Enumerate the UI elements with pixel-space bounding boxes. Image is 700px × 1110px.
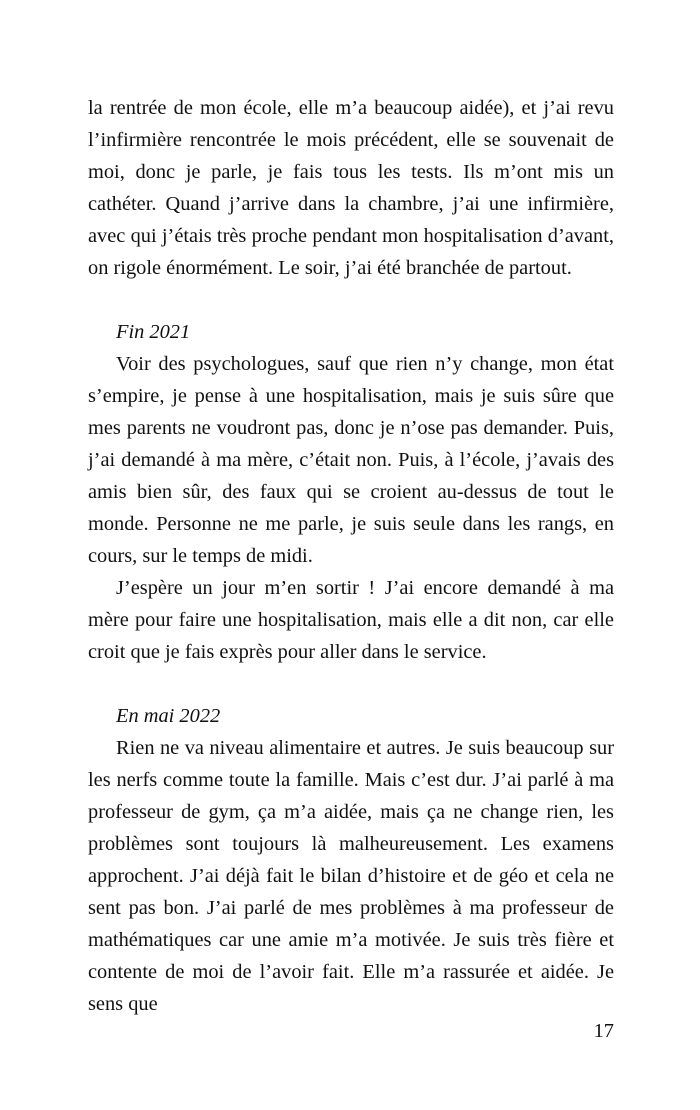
paragraph-fin-2021-1: Voir des psychologues, sauf que rien n’y change, mon état s’empire, je pense à une hospitalisation, mais je suis sûre que mes parents ne voudront pas, donc je n’ose pas demander. Puis, j’ai demandé à ma mère, c’était non. Puis, à l’école, j’avais des amis bien sûr, des faux qui se croient au-dessus de tout le monde. Personne ne me parle, je suis seule dans les rangs, en cours, sur le temps de midi. bbox=[88, 353, 614, 567]
paragraph-fin-2021-2: J’espère un jour m’en sortir ! J’ai encore demandé à ma mère pour faire une hospitalisation, mais elle a dit non, car elle croit que je fais exprès pour aller dans le service. bbox=[88, 577, 614, 663]
section-heading-mai-2022: En mai 2022 bbox=[116, 705, 221, 727]
page-body bbox=[88, 92, 614, 1020]
page-number: 17 bbox=[593, 1020, 614, 1042]
paragraph-continuation: la rentrée de mon école, elle m’a beaucoup aidée), et j’ai revu l’infirmière rencontrée le mois précédent, elle se souvenait de moi, donc je parle, je fais tous les tests. Ils m’ont mis un cathéter. Quand j’arrive dans la chambre, j’ai une infirmière, avec qui j’étais très proche pendant mon hospitalisation d’avant, on rigole énormément. Le soir, j’ai été branchée de partout. bbox=[88, 97, 614, 279]
section-spacer bbox=[88, 668, 614, 700]
section-spacer bbox=[88, 284, 614, 316]
section-heading-fin-2021: Fin 2021 bbox=[116, 321, 191, 343]
paragraph-mai-2022-1: Rien ne va niveau alimentaire et autres. Je suis beaucoup sur les nerfs comme toute la famille. Mais c’est dur. J’ai parlé à ma professeur de gym, ça m’a aidée, mais ça ne change rien, les problèmes sont toujours là malheureusement. Les examens approchent. J’ai déjà fait le bilan d’histoire et de géo et cela ne sent pas bon. J’ai parlé de mes problèmes à ma professeur de mathématiques car une amie m’a motivée. Je suis très fière et contente de moi de l’avoir fait. Elle m’a rassurée et aidée. Je sens que bbox=[88, 737, 614, 1015]
